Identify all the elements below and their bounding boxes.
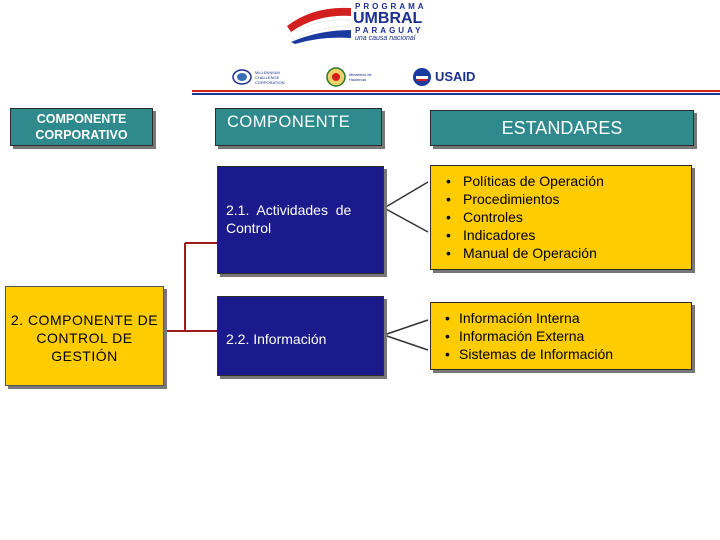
logo-line-programa: PROGRAMA — [355, 2, 427, 11]
list-item: • Información Interna — [431, 309, 691, 327]
logo-line-slogan: una causa nacional — [355, 35, 416, 42]
partner-hacienda-text: Ministerio de Hacienda — [349, 72, 372, 82]
estandares-informacion-list — [431, 309, 691, 363]
estandares-actividades-box — [430, 165, 692, 270]
logo-line-umbral: UMBRAL — [353, 10, 423, 27]
arrow-actividades-to-std1-lower — [384, 208, 428, 232]
informacion-box — [217, 296, 384, 376]
componente-control-gestion-box — [5, 286, 164, 386]
logo-line-paraguay: PARAGUAY — [355, 26, 424, 35]
list-item: • Controles — [431, 208, 691, 226]
estandares-informacion-box — [430, 302, 692, 370]
actividades-de-control-box — [217, 166, 384, 274]
estandares-actividades-list — [431, 172, 691, 262]
arrow-informacion-to-std2-lower — [384, 335, 428, 350]
componente-corporativo-label: COMPONENTE CORPORATIVO — [35, 112, 128, 142]
actividades-de-control-label: 2.1. Actividades de Control — [226, 202, 356, 236]
arrow-informacion-to-std2-upper — [384, 320, 428, 335]
list-item: • Sistemas de Información — [431, 345, 691, 363]
arrow-actividades-to-std1 — [384, 182, 428, 208]
list-item: • Políticas de Operación — [431, 172, 691, 190]
partner-mcc-text: MILLENNIUM CHALLENGE CORPORATION — [255, 69, 285, 85]
list-item: • Manual de Operación — [431, 244, 691, 262]
partner-usaid-text: USAID — [435, 69, 476, 84]
estandares-label: ESTANDARES — [501, 118, 623, 138]
list-item: • Procedimientos — [431, 190, 691, 208]
informacion-label: 2.2. Información — [226, 331, 327, 347]
componente-control-gestion-label: 2. COMPONENTE DE CONTROL DE GESTIÓN — [10, 312, 159, 364]
list-item: • Información Externa — [431, 327, 691, 345]
list-item: • Indicadores — [431, 226, 691, 244]
componente-label: COMPONENTE — [227, 113, 351, 131]
